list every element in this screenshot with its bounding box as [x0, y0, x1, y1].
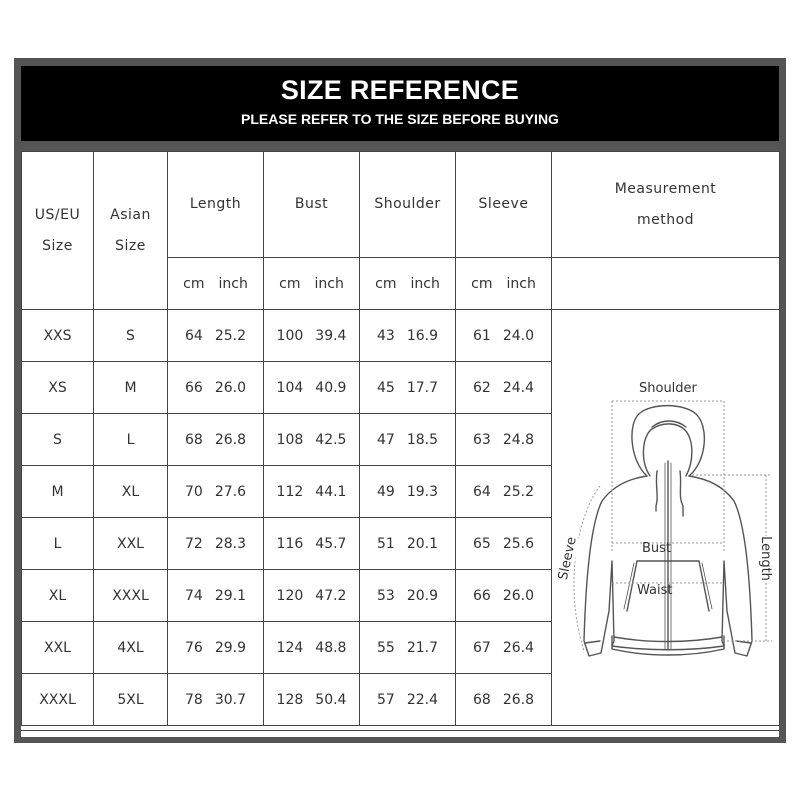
value-inch: 26.4	[502, 639, 534, 656]
cell-sleeve	[456, 310, 552, 362]
value-cm: 128	[276, 691, 304, 708]
unit-cm-label: cm	[471, 275, 493, 292]
hoodie-diagram	[552, 311, 779, 724]
value-inch: 30.7	[214, 691, 246, 708]
value-cm: 66	[473, 587, 491, 604]
cell-length	[168, 414, 264, 466]
unit-cm-label: cm	[183, 275, 205, 292]
value-inch: 44.1	[315, 483, 347, 500]
value-cm: 70	[185, 483, 203, 500]
value-inch: 26.8	[214, 431, 246, 448]
cell-sleeve	[456, 518, 552, 570]
cell-us-size: XXL	[22, 622, 94, 674]
unit-inch-label: inch	[314, 275, 344, 292]
value-cm: 64	[185, 327, 203, 344]
value-cm: 68	[473, 691, 491, 708]
value-cm: 55	[377, 639, 395, 656]
cell-bust	[264, 674, 360, 726]
value-inch: 47.2	[315, 587, 347, 604]
value-inch: 27.6	[214, 483, 246, 500]
cell-asian-size: M	[94, 362, 168, 414]
value-cm: 68	[185, 431, 203, 448]
header-asian-line1: Asian	[110, 206, 151, 223]
value-cm: 76	[185, 639, 203, 656]
value-inch: 16.9	[406, 327, 438, 344]
value-cm: 112	[276, 483, 304, 500]
unit-method-empty	[552, 258, 780, 310]
unit-inch-label: inch	[410, 275, 440, 292]
header-length: Length	[168, 152, 264, 258]
value-inch: 45.7	[315, 535, 347, 552]
unit-cm-label: cm	[279, 275, 301, 292]
value-inch: 17.7	[406, 379, 438, 396]
cell-bust	[264, 414, 360, 466]
value-inch: 19.3	[406, 483, 438, 500]
cell-us-size: M	[22, 466, 94, 518]
value-cm: 45	[377, 379, 395, 396]
value-cm: 53	[377, 587, 395, 604]
label-waist: Waist	[637, 583, 673, 598]
table-bottom-rule	[21, 730, 779, 731]
cell-length	[168, 674, 264, 726]
header-sleeve: Sleeve	[456, 152, 552, 258]
unit-inch-label: inch	[506, 275, 536, 292]
cell-bust	[264, 622, 360, 674]
cell-asian-size: 4XL	[94, 622, 168, 674]
cell-sleeve	[456, 570, 552, 622]
label-sleeve: Sleeve	[555, 535, 580, 582]
cell-shoulder	[360, 622, 456, 674]
value-inch: 22.4	[406, 691, 438, 708]
cell-asian-size: XXXL	[94, 570, 168, 622]
value-inch: 48.8	[315, 639, 347, 656]
cell-us-size: L	[22, 518, 94, 570]
value-inch: 26.0	[502, 587, 534, 604]
header-asian-size	[94, 152, 168, 310]
value-inch: 20.9	[406, 587, 438, 604]
header-measurement-method	[552, 152, 780, 258]
value-cm: 47	[377, 431, 395, 448]
cell-bust	[264, 518, 360, 570]
header-shoulder: Shoulder	[360, 152, 456, 258]
cell-bust	[264, 310, 360, 362]
value-inch: 25.6	[502, 535, 534, 552]
value-inch: 24.0	[502, 327, 534, 344]
value-inch: 26.8	[502, 691, 534, 708]
unit-shoulder	[360, 258, 456, 310]
cell-us-size: XS	[22, 362, 94, 414]
cell-length	[168, 518, 264, 570]
value-cm: 49	[377, 483, 395, 500]
cell-us-size: XXS	[22, 310, 94, 362]
cell-bust	[264, 570, 360, 622]
cell-us-size: XXXL	[22, 674, 94, 726]
cell-asian-size: L	[94, 414, 168, 466]
value-inch: 29.9	[214, 639, 246, 656]
cell-length	[168, 570, 264, 622]
value-cm: 51	[377, 535, 395, 552]
cell-asian-size: XL	[94, 466, 168, 518]
cell-sleeve	[456, 466, 552, 518]
value-cm: 124	[276, 639, 304, 656]
unit-length	[168, 258, 264, 310]
cell-asian-size: 5XL	[94, 674, 168, 726]
value-cm: 78	[185, 691, 203, 708]
value-cm: 116	[276, 535, 304, 552]
page-title: SIZE REFERENCE	[280, 75, 520, 105]
value-cm: 100	[276, 327, 304, 344]
value-inch: 21.7	[406, 639, 438, 656]
value-inch: 40.9	[315, 379, 347, 396]
cell-asian-size: XXL	[94, 518, 168, 570]
value-inch: 24.4	[502, 379, 534, 396]
value-cm: 61	[473, 327, 491, 344]
value-cm: 108	[276, 431, 304, 448]
hoodie-outline-icon	[552, 311, 779, 724]
value-cm: 62	[473, 379, 491, 396]
cell-sleeve	[456, 674, 552, 726]
cell-asian-size: S	[94, 310, 168, 362]
value-cm: 74	[185, 587, 203, 604]
cell-sleeve	[456, 622, 552, 674]
value-inch: 25.2	[214, 327, 246, 344]
value-inch: 26.0	[214, 379, 246, 396]
cell-length	[168, 310, 264, 362]
value-inch: 42.5	[315, 431, 347, 448]
cell-sleeve	[456, 414, 552, 466]
value-inch: 24.8	[502, 431, 534, 448]
header-us-line2: Size	[42, 237, 73, 254]
header-us-size	[22, 152, 94, 310]
cell-sleeve	[456, 362, 552, 414]
cell-shoulder	[360, 310, 456, 362]
header-row	[22, 152, 780, 258]
page-subtitle: PLEASE REFER TO THE SIZE BEFORE BUYING	[241, 111, 559, 127]
value-cm: 66	[185, 379, 203, 396]
unit-bust	[264, 258, 360, 310]
cell-shoulder	[360, 362, 456, 414]
value-cm: 64	[473, 483, 491, 500]
header-us-line1: US/EU	[34, 206, 81, 223]
value-cm: 67	[473, 639, 491, 656]
cell-shoulder	[360, 466, 456, 518]
cell-us-size: S	[22, 414, 94, 466]
size-table	[21, 151, 780, 726]
value-inch: 25.2	[502, 483, 534, 500]
value-cm: 120	[276, 587, 304, 604]
value-inch: 18.5	[406, 431, 438, 448]
cell-bust	[264, 466, 360, 518]
cell-length	[168, 622, 264, 674]
unit-cm-label: cm	[375, 275, 397, 292]
value-cm: 57	[377, 691, 395, 708]
value-cm: 43	[377, 327, 395, 344]
table-row	[22, 310, 780, 362]
value-inch: 39.4	[315, 327, 347, 344]
value-inch: 29.1	[214, 587, 246, 604]
cell-bust	[264, 362, 360, 414]
title-banner	[21, 66, 779, 141]
size-table-panel	[21, 151, 779, 737]
header-bust: Bust	[264, 152, 360, 258]
value-cm: 104	[276, 379, 304, 396]
value-inch: 20.1	[406, 535, 438, 552]
cell-shoulder	[360, 414, 456, 466]
cell-shoulder	[360, 570, 456, 622]
label-bust: Bust	[642, 541, 672, 556]
label-shoulder: Shoulder	[639, 381, 697, 396]
unit-sleeve	[456, 258, 552, 310]
label-length: Length	[757, 536, 773, 581]
cell-length	[168, 362, 264, 414]
value-cm: 72	[185, 535, 203, 552]
value-cm: 65	[473, 535, 491, 552]
cell-length	[168, 466, 264, 518]
header-asian-line2: Size	[115, 237, 146, 254]
cell-shoulder	[360, 518, 456, 570]
value-inch: 28.3	[214, 535, 246, 552]
header-method-line2: method	[636, 211, 695, 228]
cell-us-size: XL	[22, 570, 94, 622]
measurement-diagram-cell	[552, 310, 780, 726]
value-inch: 50.4	[315, 691, 347, 708]
header-method-line1: Measurement	[614, 180, 717, 197]
value-cm: 63	[473, 431, 491, 448]
unit-inch-label: inch	[218, 275, 248, 292]
cell-shoulder	[360, 674, 456, 726]
